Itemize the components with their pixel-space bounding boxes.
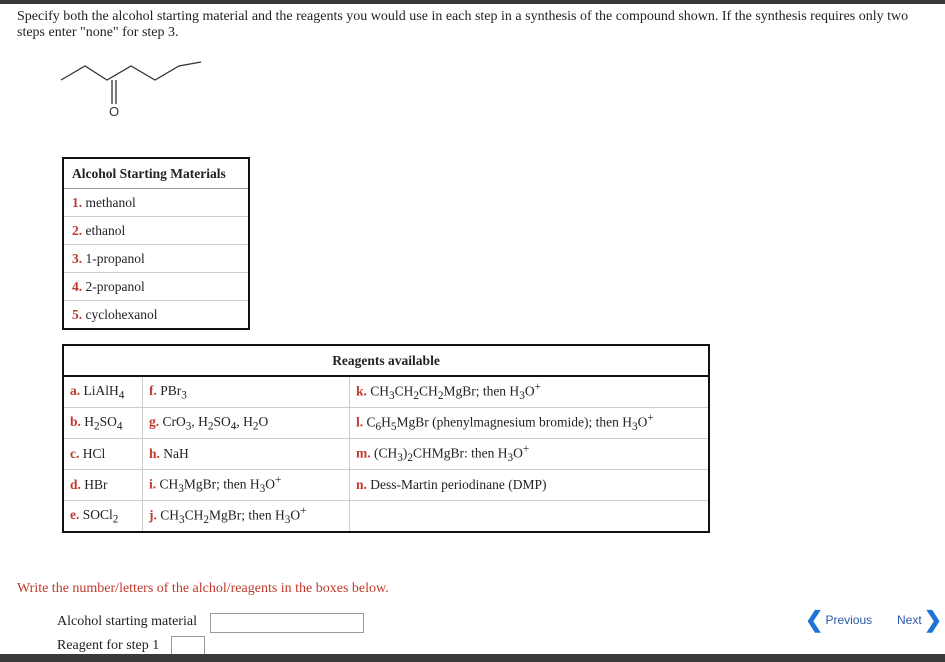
- alcohol-row: 4. 2-propanol: [63, 273, 249, 301]
- reagent-row: d. HBr i. $CH_3MgBr$; then $H_3O^+$ n. Dess-Martin periodinane (DMP): [63, 470, 709, 501]
- reagent-row: a. LiAlH$_4$ f. PBr$_3$ k. $CH_3CH_2CH_2MgBr$; then $H_3O^+$: [63, 376, 709, 408]
- alcohol-table-header: Alcohol Starting Materials: [63, 158, 249, 189]
- chevron-left-icon: ❮: [805, 607, 824, 632]
- target-molecule-structure: [55, 58, 205, 120]
- alcohol-field-label: Alcohol starting material: [57, 614, 197, 629]
- reagents-table: [62, 344, 710, 533]
- alcohol-input[interactable]: [210, 613, 364, 633]
- top-bar: [0, 0, 945, 4]
- step1-input[interactable]: [171, 636, 205, 656]
- bottom-bar: [0, 654, 945, 662]
- step1-field-label: Reagent for step 1: [57, 638, 160, 653]
- alcohol-row: 1. methanol: [63, 189, 249, 217]
- chevron-right-icon: ❯: [923, 607, 943, 632]
- oxygen-atom-label: O: [108, 104, 120, 119]
- reagent-row: e. SOCl$_2$ j. $CH_3CH_2MgBr$; then $H_3O^+$: [63, 501, 709, 533]
- previous-button[interactable]: ❮ Previous: [805, 607, 873, 632]
- next-button[interactable]: Next ❯: [897, 607, 943, 632]
- instruction-text: Write the number/letters of the alchol/reagents in the boxes below.: [17, 581, 389, 596]
- alcohol-row: 2. ethanol: [63, 217, 249, 245]
- alcohol-row: 5. cyclohexanol: [63, 301, 249, 330]
- alcohol-row: 3. 1-propanol: [63, 245, 249, 273]
- question-text: Specify both the alcohol starting material and the reagents you would use in each step in a synthesis of the compound shown. If the synthesis requires only two steps enter "none" for step 3.: [17, 9, 909, 40]
- reagent-row: b. $H_2SO_4$ g. CrO$_3$, $H_2SO_4$, $H_2O$ l. $C_6H_5MgBr$ (phenylmagnesium bromide); then $H_3O^+$: [63, 408, 709, 439]
- reagents-table-header: Reagents available: [63, 345, 709, 376]
- reagent-row: c. HCl h. NaH m. $(CH_3)_2CHMgBr$: then $H_3O^+$: [63, 439, 709, 470]
- alcohol-table: [62, 157, 250, 330]
